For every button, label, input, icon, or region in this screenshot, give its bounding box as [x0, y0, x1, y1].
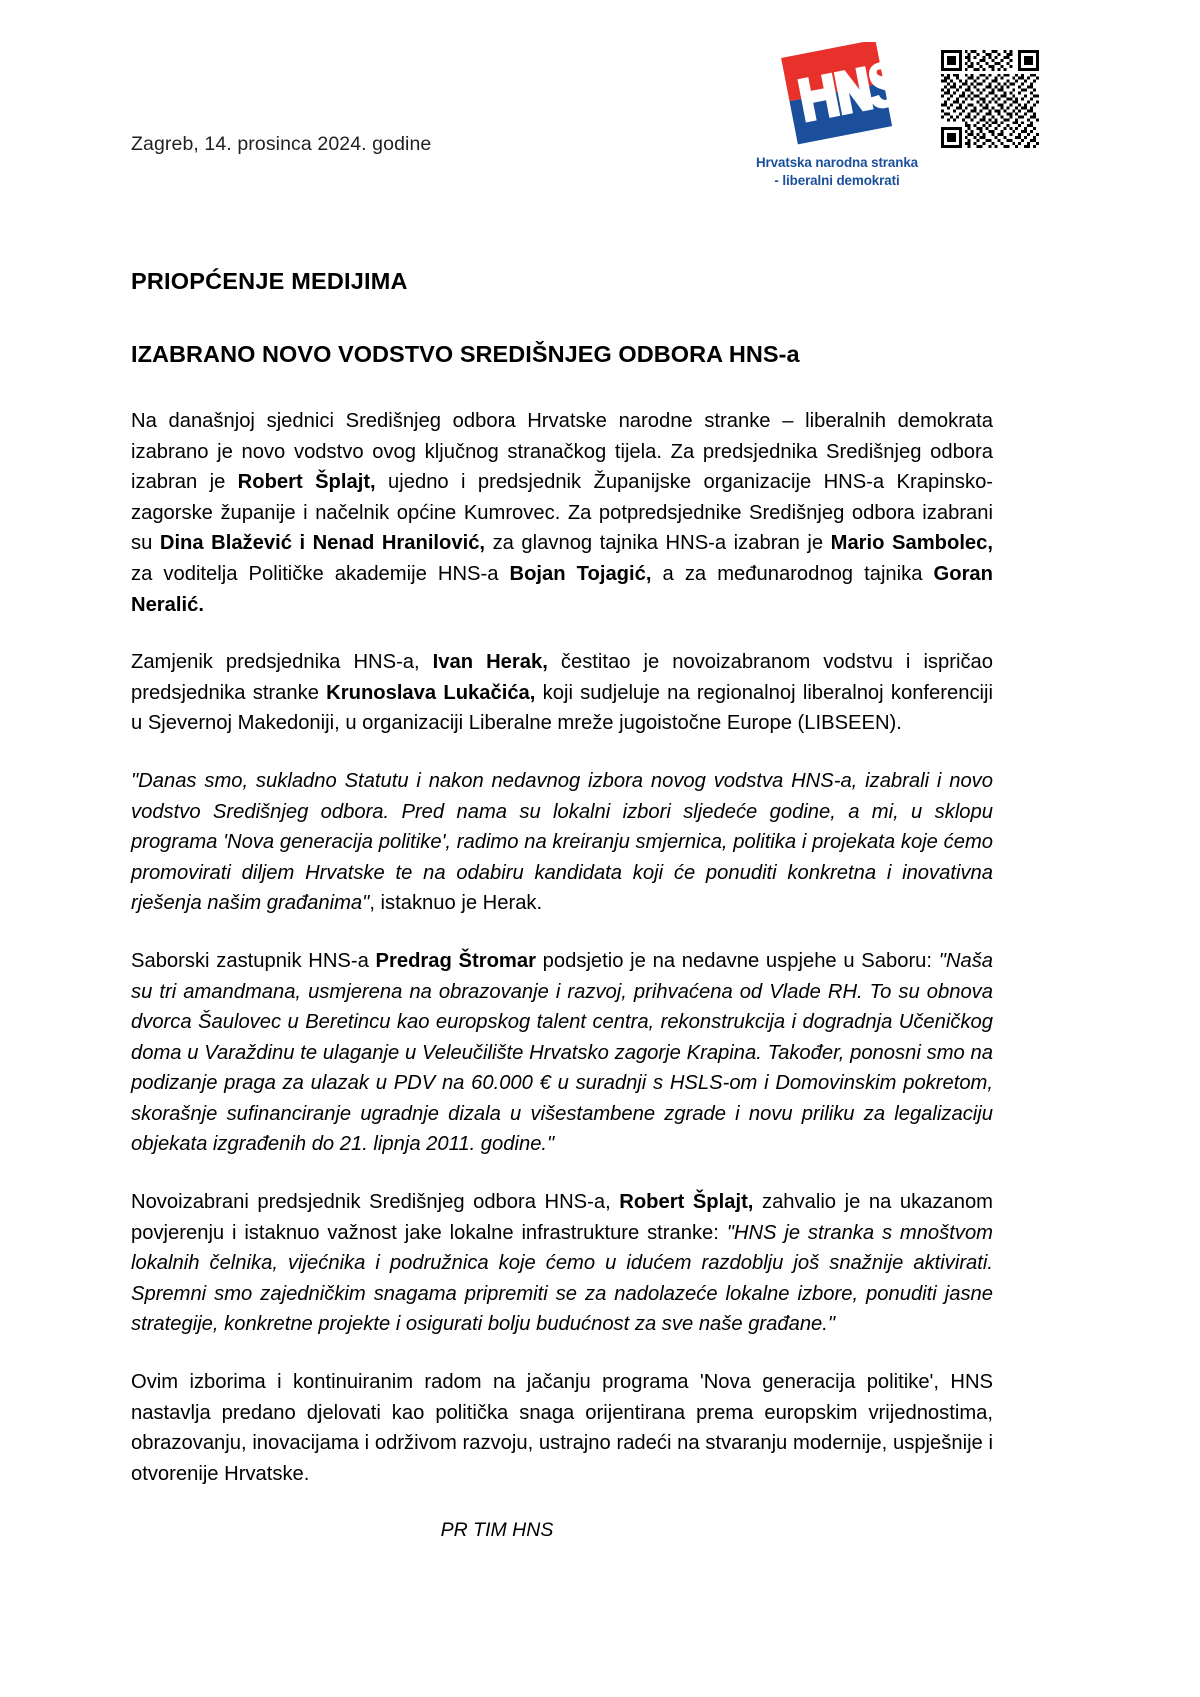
quote-splajt: "HNS je stranka s mnoštvom lokalnih čelnika, vijećnika i podružnica koje ćemo u idućem razdoblju još snažnije aktivirati. Spremni smo zajedničkim snagama pripremiti se za nadolazeće lokalne izbore, ponuditi jasne strategije, konkretne projekte i osigurati bolju budućnost za sve naše građane.": [131, 1221, 993, 1336]
document-header: [0, 0, 1200, 230]
p1-text-i: a za međunarodnog tajnika: [651, 562, 934, 585]
paragraph-leadership: [131, 406, 993, 620]
name-robert-splajt-1: Robert Šplajt,: [237, 471, 376, 494]
brand-tagline-line2: - liberalni demokrati: [774, 173, 900, 189]
p2-text-c: čestitao je novoizabranom vodstvu i ispričao predsjednika stranke: [131, 651, 994, 704]
name-dina-nenad: Dina Blažević i Nenad Hranilović,: [159, 532, 486, 555]
p2-text-a: Zamjenik predsjednika HNS-a,: [131, 651, 433, 674]
p1-text-a: Na današnjoj sjednici Središnjeg odbora Hrvatske narodne stranke – liberalnih demokrata izabrano je novo vodstvo ovog ključnog stranačkog tijela. Za predsjednika Središnjeg odbora izabran je: [131, 410, 993, 494]
paragraph-herak-quote: [131, 766, 993, 919]
name-bojan-tojagic: Bojan Tojagić,: [509, 562, 652, 585]
hns-logo-icon: [775, 42, 899, 146]
name-ivan-herak: Ivan Herak,: [432, 651, 548, 674]
name-mario-sambolec: Mario Sambolec,: [830, 532, 993, 555]
p2-text-e: koji sudjeluje na regionalnoj liberalnoj konferenciji u Sjevernoj Makedoniji, u organizaciji Liberalne mreže jugoistočne Europe (LIBSEEN).: [131, 681, 993, 735]
brand-tagline: [742, 154, 932, 190]
hns-logo: [775, 42, 899, 146]
signature: PR TIM HNS: [440, 1519, 554, 1542]
qr-code-icon: [941, 50, 1039, 148]
page-title: IZABRANO NOVO VODSTVO SREDIŠNJEG ODBORA HNS-a: [131, 341, 800, 367]
p1-text-c: ujedno i predsjednik Županijske organizacije HNS-a Krapinsko-zagorske županije i načelnik općine Kumrovec. Za potpredsjednike Središnjeg odbora izabrani su: [131, 471, 994, 555]
brand-block: [742, 42, 932, 190]
date-line: Zagreb, 14. prosinca 2024. godine: [131, 133, 432, 155]
name-krunoslav-lukacic: Krunoslava Lukačića,: [326, 681, 536, 704]
paragraph-herak: [131, 647, 993, 739]
p4-text-c: podsjetio je na nedavne uspjehe u Saboru:: [535, 949, 939, 972]
document-body: [131, 268, 993, 1542]
p1-text-g: za voditelja Političke akademije HNS-a: [131, 562, 510, 585]
brand-tagline-line1: Hrvatska narodna stranka: [755, 155, 919, 170]
p5-text-a: Novoizabrani predsjednik Središnjeg odbora HNS-a,: [131, 1191, 620, 1214]
press-release-kicker: PRIOPĆENJE MEDIJIMA: [131, 268, 408, 294]
paragraph-stromar: [131, 946, 993, 1160]
qr-code: [941, 50, 1039, 148]
p3-tail: , istaknuo je Herak.: [369, 892, 543, 915]
p1-text-e: za glavnog tajnika HNS-a izabran je: [485, 532, 831, 555]
quote-stromar: "Naša su tri amandmana, usmjerena na obrazovanje i razvoj, prihvaćena od Vlade RH. To su obnova dvorca Šaulovec u Beretincu kao europskog talent centra, rekonstrukcija i dogradnja Učeničkog doma u Varaždinu te ulaganje u Veleučilište Hrvatsko zagorje Krapina. Također, ponosni smo na podizanje praga za ulazak u PDV na 60.000 € u suradnji s HSLS-om i Domovinskim pokretom, skorašnje sufinanciranje ugradnje dizala u višestambene zgrade i novu priliku za legalizaciju objekata izgrađenih do 21. lipnja 2011. godine.": [131, 949, 994, 1156]
paragraph-closing: Ovim izborima i kontinuiranim radom na jačanju programa 'Nova generacija politike', HNS nastavlja predano djelovati kao politička snaga orijentirana prema europskim vrijednostima, obrazovanju, inovacijama i održivom razvoju, ustrajno radeći na stvaranju modernije, uspješnije i otvorenije Hrvatske.: [131, 1371, 993, 1485]
name-robert-splajt-2: Robert Šplajt,: [619, 1191, 754, 1214]
quote-herak: "Danas smo, sukladno Statutu i nakon nedavnog izbora novog vodstva HNS-a, izabrali i novo vodstvo Središnjeg odbora. Pred nama su lokalni izbori sljedeće godine, a mi, u sklopu programa 'Nova generacija politike', radimo na kreiranju smjernica, politika i projekata koje ćemo promovirati diljem Hrvatske te na odabiru kandidata koji će ponuditi konkretna i inovativna rješenja našim građanima": [131, 769, 993, 915]
p4-text-a: Saborski zastupnik HNS-a: [131, 949, 376, 972]
paragraph-splajt: [131, 1187, 993, 1340]
name-goran-neralic: Goran Neralić.: [131, 562, 993, 616]
name-predrag-stromar: Predrag Štromar: [375, 949, 536, 972]
p5-text-c: zahvalio je na ukazanom povjerenju i istaknuo važnost jake lokalne infrastrukture stranke:: [131, 1191, 993, 1244]
